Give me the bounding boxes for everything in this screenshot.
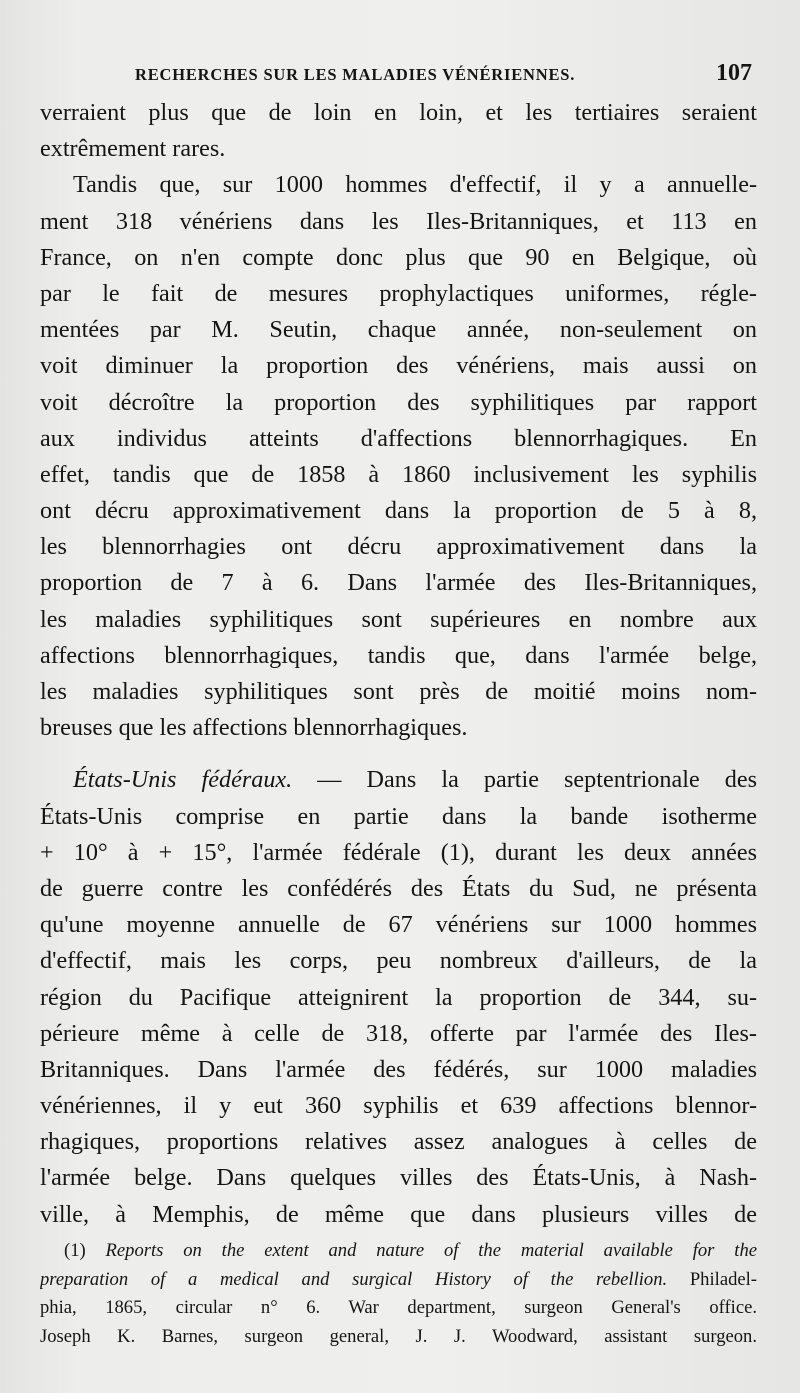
footnote-line-2 <box>40 1266 757 1295</box>
text-line: ment 318 vénériens dans les Iles-Britanniques, et 113 en <box>40 207 757 235</box>
text-line: l'armée belge. Dans quelques villes des États-Unis, à Nash- <box>40 1164 757 1192</box>
footnote-marker: (1) <box>64 1240 86 1261</box>
page-header <box>40 60 760 90</box>
text-line: voit décroître la proportion des syphilitiques par rapport <box>40 388 757 416</box>
section-heading: États-Unis fédéraux. <box>73 766 293 794</box>
section-paragraph <box>40 799 757 1233</box>
text-line: qu'une moyenne annuelle de 67 vénériens sur 1000 hommes <box>40 911 757 939</box>
footnote <box>40 1237 757 1351</box>
text-line: effet, tandis que de 1858 à 1860 inclusivement les syphilis <box>40 460 757 488</box>
footnote-line-4: Joseph K. Barnes, surgeon general, J. J. Woodward, assistant surgeon. <box>40 1325 757 1347</box>
text-line: mentées par M. Seutin, chaque année, non-seulement on <box>40 316 757 344</box>
text-line: périeure même à celle de 318, offerte par l'armée des Iles- <box>40 1019 757 1047</box>
text-line: France, on n'en compte donc plus que 90 en Belgique, où <box>40 243 757 271</box>
text-line: verraient plus que de loin en loin, et les tertiaires seraient <box>40 99 757 126</box>
text-line: vénériennes, il y eut 360 syphilis et 639 affections blennor- <box>40 1092 757 1120</box>
text-line: rhagiques, proportions relatives assez analogues à celles de <box>40 1128 757 1156</box>
text-line: Tandis que, sur 1000 hommes d'effectif, il y a annuelle- <box>73 171 757 199</box>
main-text <box>40 95 757 1233</box>
text-line: région du Pacifique atteignirent la proportion de 344, su- <box>40 983 757 1011</box>
text-line: aux individus atteints d'affections blennorrhagiques. En <box>40 424 757 452</box>
paragraph-group <box>40 95 757 746</box>
footnote-title-part-1: Reports on the extent and nature of the material available for the <box>105 1240 757 1261</box>
text-line: les maladies syphilitiques sont près de moitié moins nom- <box>40 678 757 705</box>
text-line: ville, à Memphis, de même que dans plusieurs villes de <box>40 1200 757 1228</box>
text-line: Britanniques. Dans l'armée des fédérés, sur 1000 maladies <box>40 1055 757 1083</box>
text-line: les blennorrhagies ont décru approximativement dans la <box>40 533 757 561</box>
text-line: + 10° à + 15°, l'armée fédérale (1), durant les deux années <box>40 838 757 866</box>
page-number: 107 <box>716 60 752 86</box>
footnote-place: Philadel- <box>689 1268 757 1290</box>
paragraph-gap <box>40 746 757 762</box>
text-line: affections blennorrhagiques, tandis que, dans l'armée belge, <box>40 641 757 669</box>
text-line: de guerre contre les confédérés des États du Sud, ne présenta <box>40 874 757 902</box>
text-line: extrêmement rares. <box>40 135 226 163</box>
text-line: d'effectif, mais les corps, peu nombreux d'ailleurs, de la <box>40 947 757 975</box>
text-line: proportion de 7 à 6. Dans l'armée des Iles-Britanniques, <box>40 569 757 597</box>
text-line: États-Unis comprise en partie dans la bande isotherme <box>40 802 757 830</box>
text-line: ont décru approximativement dans la proportion de 5 à 8, <box>40 497 757 525</box>
text-line: breuses que les affections blennorrhagiques. <box>40 714 468 742</box>
footnote-title-part-2: preparation of a medical and surgical History of the rebellion. <box>40 1268 668 1290</box>
footnote-line-3: phia, 1865, circular n° 6. War department, surgeon General's office. <box>40 1297 757 1318</box>
text-line: par le fait de mesures prophylactiques uniformes, régle- <box>40 279 757 307</box>
running-head: RECHERCHES SUR LES MALADIES VÉNÉRIENNES. <box>135 65 576 84</box>
text-line: voit diminuer la proportion des vénériens, mais aussi on <box>40 352 757 380</box>
section-first-line-text: — Dans la partie septentrionale des <box>317 766 757 794</box>
footnote-line-1 <box>40 1237 757 1266</box>
text-line: les maladies syphilitiques sont supérieures en nombre aux <box>40 605 757 633</box>
section-first-line <box>40 762 757 798</box>
